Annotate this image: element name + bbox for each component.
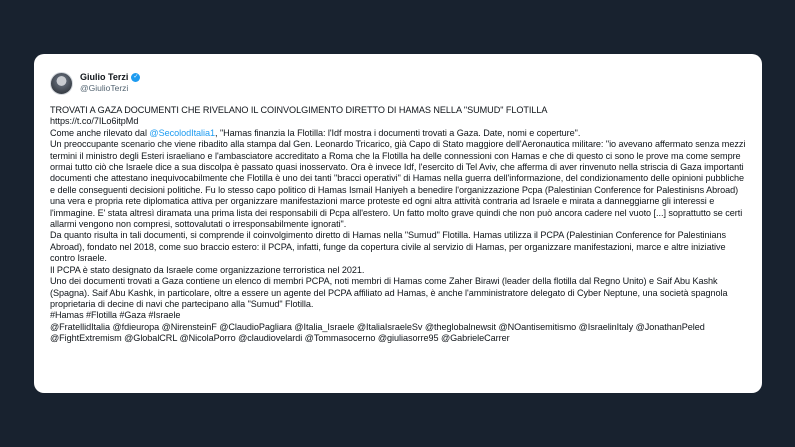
mention-link[interactable]: @SecolodItalia1 [149,127,216,138]
verified-badge-icon: ✓ [133,74,139,80]
tweet-text [50,105,750,345]
tweet-source-line [50,128,750,139]
tweet-card [34,54,762,393]
source-suffix: , "Hamas finanzia la Flotilla: l'Idf mostra i documenti trovati a Gaza. Date, nomi e coperture". [215,127,581,138]
tweet-headline: TROVATI A GAZA DOCUMENTI CHE RIVELANO IL COINVOLGIMENTO DIRETTO DI HAMAS NELLA "SUMUD" FLOTILLA [50,105,548,115]
avatar[interactable] [50,72,73,95]
tweet-paragraph-4: Uno dei documenti trovati a Gaza contiene un elenco di membri PCPA, noti membri di Hamas come Zaher Birawi (leader della flotilla dal Regno Unito) e Saif Abu Kashk (Spagna). Saif Abu Kashk, in particolare, oltre a essere un agente del PCPA affiliato ad Hamas, è anche l'amministratore delegato di Cyber Neptune, una società spagnola proprietaria di decine di navi che partecipano alla "Sumud" Flotilla. [50,276,728,309]
tweet-paragraph-1: Un preoccupante scenario che viene ribadito alla stampa dal Gen. Leonardo Tricarico, già Capo di Stato maggiore dell'Aeronautica militare: "io avevano affermato senza mezzi termini il ministro degli Esteri israeliano e l'ambasciatore accreditato a Roma che la Flotilla ha delle connessioni con Hamas e che di questo ci sono le prove ma come sempre ormai tutto ciò che Israele dice a sua discolpa è passato quasi inosservato. Ora è invece Idf, l'esercito di Tel Aviv, che afferma di aver rinvenuto nella striscia di Gaza importanti documenti che attestano inequivocabilmente che Flotilla è uno dei tanti "bracci operativi" di Hamas nella guerra dell'informazione, del condizionamento delle opinioni pubbliche e delle conseguenti decisioni politiche. Fu lo stesso capo politico di Hamas Ismail Haniyeh a benedire l'organizzazione Pcpa (Palestinian Conference for Palestinisns Abroad) una vera e propria rete diplomatica attiva per organizzare manifestazioni marce proteste ed ogni altra attività contraria ad Israele e mirata a danneggiarne gli interessi e l'immagine. E' stata altresì diramata una prima lista dei responsabili di Pcpa all'estero. Un fatto molto grave quindi che non può ancora cadere nel vuoto [...] soprattutto se certi allarmi vengono non compresi, sottovalutati o irresponsabilmente ignorati". [50,139,746,230]
tweet-mentions: @FratellidItalia @fdieuropa @NirensteinF @ClaudioPagliara @Italia_Israele @ItaliaIsraeleSv @theglobalnewsit @NOantisemitismo @IsraelinItaly @JonathanPeled @FightExtremism @GlobalCRL @NicolaPorro @claudiovelardi @Tommasocerno @giuliasorre95 @GabrieleCarrer [50,321,705,344]
name-row [80,72,140,83]
display-name[interactable]: Giulio Terzi [80,72,129,82]
author-handle[interactable]: @GiulioTerzi [80,83,129,93]
source-prefix: Come anche rilevato dal [50,127,150,138]
author-info [80,72,140,94]
tweet-header [50,70,750,96]
tweet-paragraph-2: Da quanto risulta in tali documenti, si comprende il coinvolgimento diretto di Hamas nella "Sumud" Flotilla. Hamas utilizza il PCPA (Palestinian Conference for Palestinians Abroad), fondato nel 2018, come suo braccio estero: il PCPA, infatti, funge da copertura civile al servizio di Hamas, per organizzare manifestazioni, marce e altre iniziative contro Israele. [50,230,727,264]
tweet-paragraph-3: Il PCPA è stato designato da Israele come organizzazione terroristica nel 2021. [50,264,365,275]
tweet-link[interactable]: https://t.co/7ILo6itpMd [50,116,139,127]
tweet-hashtags: #Hamas #Flotilla #Gaza #Israele [50,310,181,321]
